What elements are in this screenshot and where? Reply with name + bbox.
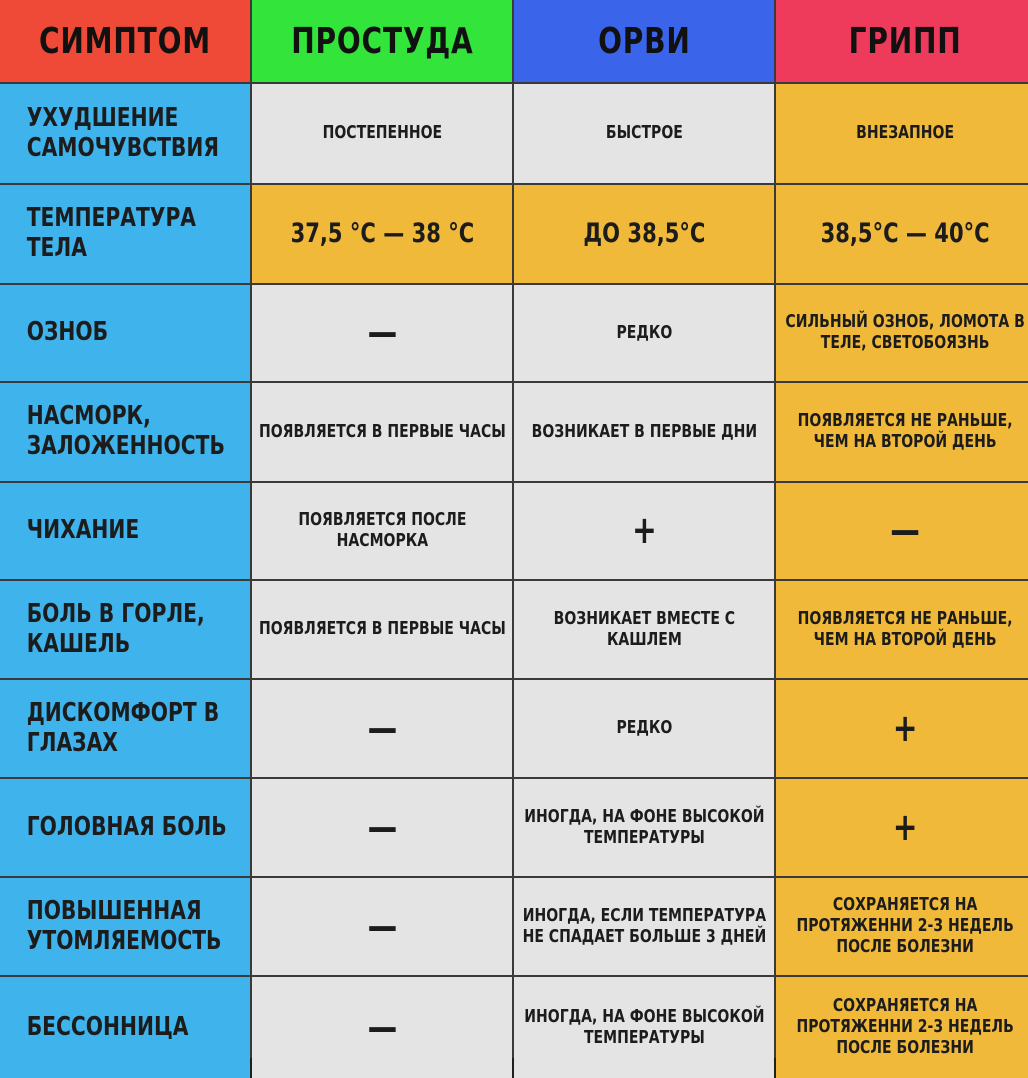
symptom-label: УХУДШЕНИЕ САМОЧУВСТВИЯ [26,102,219,163]
cold-value: 37,5 °C — 38 °C [290,218,474,250]
arvi-cell [514,383,774,481]
symptom-label: ПОВЫШЕННАЯ УТОМЛЯЕМОСТЬ [26,895,222,956]
flu-value: ПОЯВЛЯЕТСЯ НЕ РАНЬШЕ, ЧЕМ НА ВТОРОЙ ДЕНЬ [797,607,1013,650]
symptom-cell [0,680,250,777]
symptom-label: БЕССОННИЦА [26,1011,189,1042]
symptom-label: ОЗНОБ [26,317,109,348]
flu-cell [776,285,1028,381]
symptom-label: БОЛЬ В ГОРЛЕ, КАШЕЛЬ [26,598,205,659]
flu-cell [776,483,1028,579]
arvi-cell [514,977,774,1078]
cold-cell [252,185,512,283]
cold-cell [252,680,512,777]
arvi-value: РЕДКО [616,717,672,739]
arvi-value: ВОЗНИКАЕТ В ПЕРВЫЕ ДНИ [531,420,757,442]
arvi-value: РЕДКО [616,321,672,343]
header-symptom [0,0,250,82]
cold-value: — [367,903,397,948]
flu-value: СОХРАНЯЕТСЯ НА ПРОТЯЖЕННИ 2-3 НЕДЕЛЬ ПОСЛЕ БОЛЕЗНИ [796,894,1014,957]
symptom-cell [0,581,250,678]
cold-value: ПОЯВЛЯЕТСЯ ПОСЛЕ НАСМОРКА [297,509,467,551]
flu-cell [776,680,1028,777]
cold-value: — [367,310,397,355]
symptom-cell [0,483,250,579]
arvi-cell [514,185,774,283]
arvi-value: ИНОГДА, НА ФОНЕ ВЫСОКОЙ ТЕМПЕРАТУРЫ [523,805,765,848]
cold-value: — [367,1004,397,1049]
cold-cell [252,84,512,183]
header-cold [252,0,512,82]
symptom-label: ДИСКОМФОРТ В ГЛАЗАХ [26,697,220,758]
flu-cell [776,779,1028,876]
cold-value: — [367,804,397,849]
cold-value: — [367,705,397,750]
flu-cell [776,84,1028,183]
symptom-cell [0,285,250,381]
flu-cell [776,383,1028,481]
arvi-cell [514,878,774,975]
cold-value: ПОСТЕПЕННОЕ [322,122,442,144]
arvi-cell [514,680,774,777]
symptom-cell [0,185,250,283]
symptom-cell [0,878,250,975]
flu-value: — [890,508,920,553]
flu-value: СИЛЬНЫЙ ОЗНОБ, ЛОМОТА В ТЕЛЕ, СВЕТОБОЯЗНЬ [785,311,1025,353]
arvi-cell [514,84,774,183]
cold-cell [252,383,512,481]
symptom-label: НАСМОРК, ЗАЛОЖЕННОСТЬ [26,401,225,461]
arvi-value: ВОЗНИКАЕТ ВМЕСТЕ С КАШЛЕМ [553,607,735,650]
symptom-cell [0,383,250,481]
header-flu [776,0,1028,82]
header-arvi [514,0,774,82]
symptom-cell [0,779,250,876]
arvi-cell [514,285,774,381]
header-flu-label: ГРИПП [848,20,962,62]
cold-cell [252,483,512,579]
arvi-value: ДО 38,5°C [583,218,705,250]
symptom-label: ГОЛОВНАЯ БОЛЬ [26,811,227,842]
flu-cell [776,185,1028,283]
header-cold-label: ПРОСТУДА [290,20,474,62]
arvi-cell [514,483,774,579]
header-arvi-label: ОРВИ [597,20,691,62]
flu-cell [776,581,1028,678]
arvi-value: ИНОГДА, ЕСЛИ ТЕМПЕРАТУРА НЕ СПАДАЕТ БОЛЬШЕ 3 ДНЕЙ [522,904,766,947]
flu-cell [776,977,1028,1078]
arvi-value: ИНОГДА, НА ФОНЕ ВЫСОКОЙ ТЕМПЕРАТУРЫ [523,1005,765,1048]
flu-value: СОХРАНЯЕТСЯ НА ПРОТЯЖЕННИ 2-3 НЕДЕЛЬ ПОСЛЕ БОЛЕЗНИ [796,995,1014,1058]
arvi-cell [514,581,774,678]
arvi-value: + [631,508,657,553]
cold-cell [252,779,512,876]
header-symptom-label: СИМПТОМ [39,20,211,62]
flu-value: 38,5°C — 40°C [820,218,990,250]
symptom-cell [0,977,250,1078]
symptom-label: ТЕМПЕРАТУРА ТЕЛА [26,203,197,263]
flu-value: ВНЕЗАПНОЕ [856,122,954,144]
cold-value: ПОЯВЛЯЕТСЯ В ПЕРВЫЕ ЧАСЫ [258,420,506,442]
flu-cell [776,878,1028,975]
symptom-cell [0,84,250,183]
cold-cell [252,581,512,678]
cold-cell [252,878,512,975]
arvi-cell [514,779,774,876]
arvi-value: БЫСТРОЕ [605,122,683,144]
symptom-label: ЧИХАНИЕ [26,515,140,546]
flu-value: ПОЯВЛЯЕТСЯ НЕ РАНЬШЕ, ЧЕМ НА ВТОРОЙ ДЕНЬ [797,410,1013,452]
flu-value: + [892,705,918,750]
cold-value: ПОЯВЛЯЕТСЯ В ПЕРВЫЕ ЧАСЫ [258,618,506,640]
cold-cell [252,977,512,1078]
flu-value: + [892,804,918,849]
cold-cell [252,285,512,381]
